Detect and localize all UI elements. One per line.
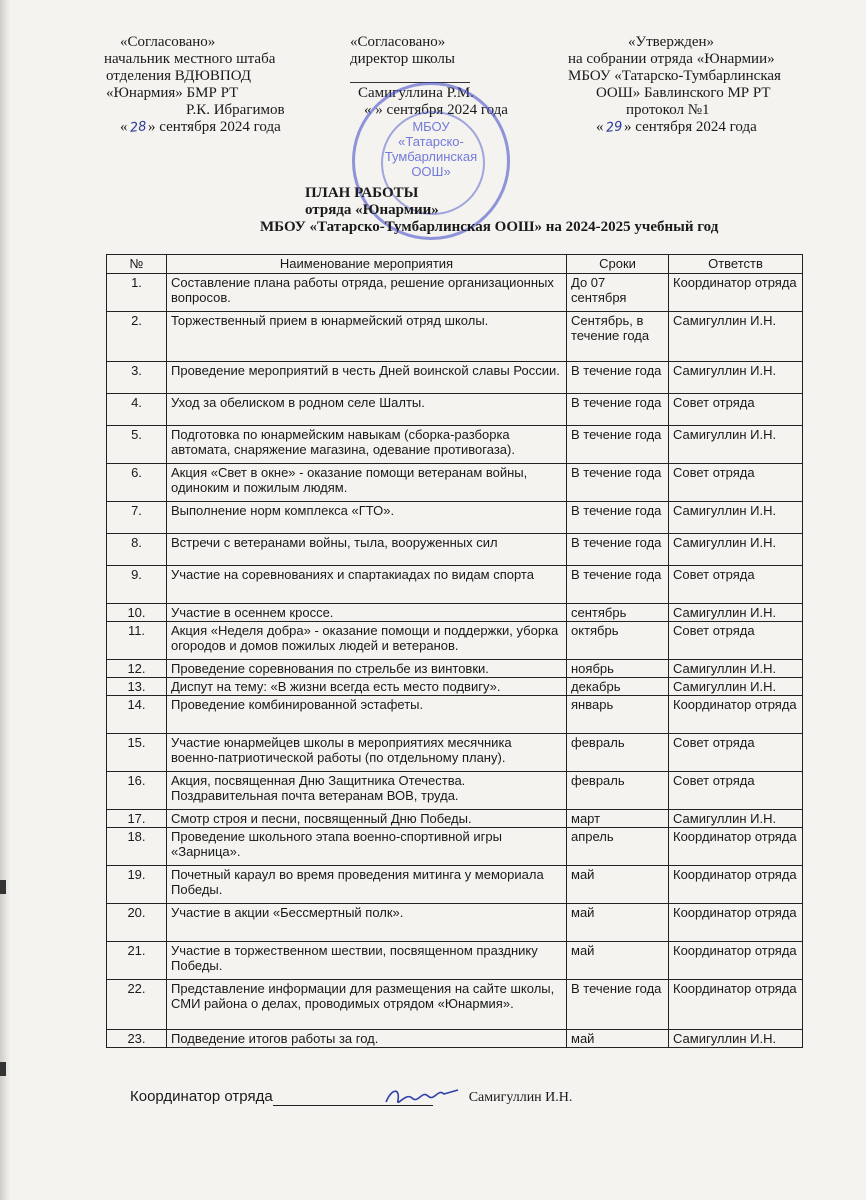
approval-right-line: протокол №1 <box>626 102 710 118</box>
row-resp: Совет отряда <box>669 772 803 810</box>
approval-right-line: МБОУ «Татарско-Тумбарлинская <box>568 68 781 84</box>
table-row <box>107 734 803 772</box>
approval-right <box>568 34 781 136</box>
date-day: 28 <box>128 119 147 136</box>
date-prefix: « <box>120 119 128 135</box>
table-row <box>107 464 803 502</box>
row-resp: Совет отряда <box>669 394 803 426</box>
row-name: Проведение школьного этапа военно-спортивной игры «Зарница». <box>167 828 567 866</box>
header-term: Сроки <box>567 255 669 274</box>
row-resp: Координатор отряда <box>669 696 803 734</box>
approval-middle-line: директор школы <box>350 51 455 67</box>
table-row <box>107 866 803 904</box>
row-term: В течение года <box>567 464 669 502</box>
row-name: Почетный караул во время проведения митинга у мемориала Победы. <box>167 866 567 904</box>
approval-left-line: начальник местного штаба <box>104 51 276 67</box>
row-num: 4. <box>107 394 167 426</box>
row-resp: Самигуллин И.Н. <box>669 312 803 362</box>
row-name: Подведение итогов работы за год. <box>167 1030 567 1048</box>
approval-right-line: «Утвержден» <box>628 34 715 50</box>
row-term: май <box>567 904 669 942</box>
approval-left-line: «Согласовано» <box>120 34 216 50</box>
row-num: 6. <box>107 464 167 502</box>
row-num: 16. <box>107 772 167 810</box>
row-term: май <box>567 1030 669 1048</box>
row-num: 12. <box>107 660 167 678</box>
handwritten-signature <box>382 1082 462 1112</box>
header-num: № <box>107 255 167 274</box>
row-term: В течение года <box>567 534 669 566</box>
row-resp: Координатор отряда <box>669 274 803 312</box>
row-num: 5. <box>107 426 167 464</box>
row-name: Акция «Свет в окне» - оказание помощи ветеранам войны, одиноким и пожилым людям. <box>167 464 567 502</box>
stamp-line: МБОУ <box>412 119 450 134</box>
row-term: май <box>567 942 669 980</box>
footer-label: Координатор отряда <box>130 1088 273 1105</box>
row-resp: Самигуллин И.Н. <box>669 502 803 534</box>
row-term: В течение года <box>567 502 669 534</box>
row-name: Акция, посвященная Дню Защитника Отечества. Поздравительная почта ветеранам ВОВ, труда. <box>167 772 567 810</box>
approval-middle-line: « » сентября 2024 года <box>364 102 508 118</box>
row-name: Диспут на тему: «В жизни всегда есть место подвигу». <box>167 678 567 696</box>
title-line-3: МБОУ «Татарско-Тумбарлинская ООШ» на 2024-2025 учебный год <box>260 219 719 235</box>
row-num: 18. <box>107 828 167 866</box>
table-row <box>107 696 803 734</box>
row-num: 21. <box>107 942 167 980</box>
row-term: До 07 сентября <box>567 274 669 312</box>
row-resp: Самигуллин И.Н. <box>669 362 803 394</box>
table-row <box>107 426 803 464</box>
row-term: В течение года <box>567 980 669 1030</box>
date-suffix: » сентября 2024 года <box>148 119 281 135</box>
table-row <box>107 622 803 660</box>
table-row <box>107 362 803 394</box>
row-name: Участие в осеннем кроссе. <box>167 604 567 622</box>
row-num: 15. <box>107 734 167 772</box>
table-row <box>107 660 803 678</box>
row-term: декабрь <box>567 678 669 696</box>
row-num: 23. <box>107 1030 167 1048</box>
row-resp: Совет отряда <box>669 734 803 772</box>
stamp-line: ООШ» <box>411 164 451 179</box>
row-resp: Координатор отряда <box>669 980 803 1030</box>
table-row <box>107 980 803 1030</box>
row-name: Участие в акции «Бессмертный полк». <box>167 904 567 942</box>
page-title <box>260 185 820 236</box>
row-resp: Совет отряда <box>669 464 803 502</box>
approval-right-line: на собрании отряда «Юнармии» <box>568 51 775 67</box>
table-row <box>107 772 803 810</box>
table-row <box>107 1030 803 1048</box>
row-num: 11. <box>107 622 167 660</box>
row-resp: Координатор отряда <box>669 904 803 942</box>
approval-left-line: «Юнармия» БМР РТ <box>106 85 239 101</box>
row-num: 14. <box>107 696 167 734</box>
row-name: Участие на соревнованиях и спартакиадах по видам спорта <box>167 566 567 604</box>
row-term: март <box>567 810 669 828</box>
row-resp: Координатор отряда <box>669 828 803 866</box>
row-num: 9. <box>107 566 167 604</box>
approval-left-date <box>120 119 285 136</box>
row-name: Торжественный прием в юнармейский отряд школы. <box>167 312 567 362</box>
table-row <box>107 312 803 362</box>
row-name: Представление информации для размещения на сайте школы, СМИ района о делах, проводимых отрядом «Юнармия». <box>167 980 567 1030</box>
row-resp: Самигуллин И.Н. <box>669 426 803 464</box>
table-row <box>107 604 803 622</box>
row-term: октябрь <box>567 622 669 660</box>
row-name: Проведение комбинированной эстафеты. <box>167 696 567 734</box>
row-resp: Самигуллин И.Н. <box>669 810 803 828</box>
row-resp: Совет отряда <box>669 622 803 660</box>
row-name: Уход за обелиском в родном селе Шалты. <box>167 394 567 426</box>
row-term: сентябрь <box>567 604 669 622</box>
row-num: 19. <box>107 866 167 904</box>
row-num: 10. <box>107 604 167 622</box>
approval-left-line: Р.К. Ибрагимов <box>186 102 285 118</box>
row-resp: Самигуллин И.Н. <box>669 1030 803 1048</box>
row-term: январь <box>567 696 669 734</box>
row-term: февраль <box>567 772 669 810</box>
footer-name: Самигуллин И.Н. <box>468 1090 573 1105</box>
footer-signature-line <box>130 1088 572 1106</box>
header-name: Наименование мероприятия <box>167 255 567 274</box>
row-name: Выполнение норм комплекса «ГТО». <box>167 502 567 534</box>
row-term: май <box>567 866 669 904</box>
approval-right-date <box>596 119 781 136</box>
approval-middle-line: Самигуллина Р.М. <box>358 85 474 101</box>
table-header-row <box>107 255 803 274</box>
table-row <box>107 274 803 312</box>
title-line-1: ПЛАН РАБОТЫ <box>305 185 419 201</box>
page-edge-shadow <box>0 0 10 1200</box>
scan-mark <box>0 1062 6 1076</box>
date-prefix: « <box>596 119 604 135</box>
row-resp: Совет отряда <box>669 566 803 604</box>
row-resp: Самигуллин И.Н. <box>669 678 803 696</box>
approval-left <box>104 34 285 136</box>
row-name: Подготовка по юнармейским навыкам (сборка-разборка автомата, снаряжение магазина, одевание противогаза). <box>167 426 567 464</box>
row-name: Смотр строя и песни, посвященный Дню Победы. <box>167 810 567 828</box>
row-name: Проведение соревнования по стрельбе из винтовки. <box>167 660 567 678</box>
scan-mark <box>0 880 6 894</box>
approval-right-line: ООШ» Бавлинского МР РТ <box>596 85 771 101</box>
table-row <box>107 502 803 534</box>
header-resp: Ответств <box>669 255 803 274</box>
stamp-line: «Татарско- <box>398 134 464 149</box>
stamp-line: Тумбарлинская <box>384 149 478 164</box>
plan-table <box>106 254 803 1048</box>
row-resp: Координатор отряда <box>669 942 803 980</box>
table-row <box>107 566 803 604</box>
table-row <box>107 394 803 426</box>
row-num: 8. <box>107 534 167 566</box>
row-num: 20. <box>107 904 167 942</box>
row-name: Акция «Неделя добра» - оказание помощи и поддержки, уборка огородов и домов пожилых людей и ветеранов. <box>167 622 567 660</box>
row-resp: Самигуллин И.Н. <box>669 604 803 622</box>
row-num: 3. <box>107 362 167 394</box>
date-suffix: » сентября 2024 года <box>624 119 757 135</box>
row-resp: Координатор отряда <box>669 866 803 904</box>
date-day: 29 <box>604 119 623 136</box>
table-row <box>107 828 803 866</box>
row-resp: Самигуллин И.Н. <box>669 660 803 678</box>
stamp-text <box>355 119 507 179</box>
row-num: 13. <box>107 678 167 696</box>
row-term: апрель <box>567 828 669 866</box>
row-name: Участие юнармейцев школы в мероприятиях месячника военно-патриотической работы (по отдельному плану). <box>167 734 567 772</box>
table-row <box>107 942 803 980</box>
row-name: Проведение мероприятий в честь Дней воинской славы России. <box>167 362 567 394</box>
row-name: Составление плана работы отряда, решение организационных вопросов. <box>167 274 567 312</box>
row-num: 7. <box>107 502 167 534</box>
approval-middle-line: «Согласовано» <box>350 34 446 50</box>
row-term: Сентябрь, в течение года <box>567 312 669 362</box>
table-row <box>107 678 803 696</box>
title-line-2: отряда «Юнармии» <box>305 202 439 218</box>
row-name: Участие в торжественном шествии, посвященном празднику Победы. <box>167 942 567 980</box>
row-num: 2. <box>107 312 167 362</box>
table-row <box>107 534 803 566</box>
row-num: 17. <box>107 810 167 828</box>
row-name: Встречи с ветеранами войны, тыла, вооруженных сил <box>167 534 567 566</box>
approval-left-line: отделения ВДЮВПОД <box>106 68 252 84</box>
row-term: февраль <box>567 734 669 772</box>
row-resp: Самигуллин И.Н. <box>669 534 803 566</box>
row-term: ноябрь <box>567 660 669 678</box>
row-term: В течение года <box>567 426 669 464</box>
row-term: В течение года <box>567 394 669 426</box>
row-num: 22. <box>107 980 167 1030</box>
row-num: 1. <box>107 274 167 312</box>
row-term: В течение года <box>567 362 669 394</box>
row-term: В течение года <box>567 566 669 604</box>
table-row <box>107 904 803 942</box>
table-row <box>107 810 803 828</box>
